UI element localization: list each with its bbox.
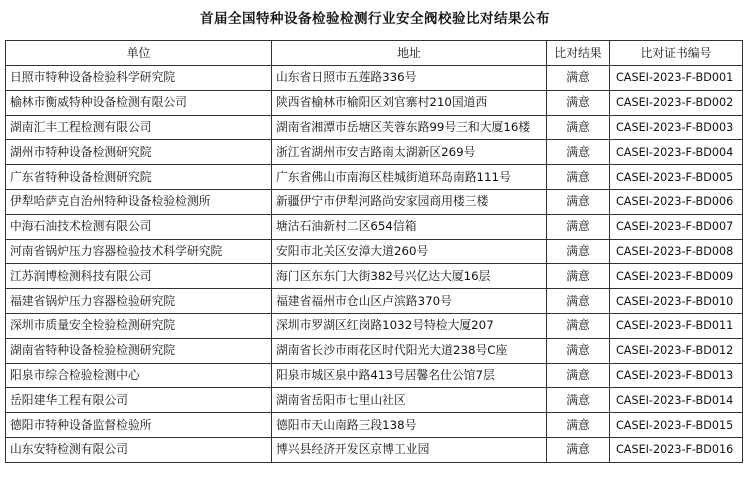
cell-cert: CASEI-2023-F-BD002	[610, 90, 743, 115]
cell-result: 满意	[547, 338, 610, 363]
table-row	[6, 239, 743, 264]
page-title: 首届全国特种设备检验检测行业安全阀校验比对结果公布	[200, 11, 550, 27]
cell-unit: 德阳市特种设备监督检验所	[6, 413, 272, 438]
cell-unit: 湖南汇丰工程检测有限公司	[6, 115, 272, 140]
cell-unit: 伊犁哈萨克自治州特种设备检验检测所	[6, 189, 272, 214]
cell-result: 满意	[547, 264, 610, 289]
cell-unit: 阳泉市综合检验检测中心	[6, 363, 272, 388]
cell-address: 湖南省湘潭市岳塘区芙蓉东路99号三和大厦16楼	[272, 115, 547, 140]
table-row	[6, 140, 743, 165]
cell-cert: CASEI-2023-F-BD016	[610, 437, 743, 462]
cell-result: 满意	[547, 313, 610, 338]
cell-address: 福建省福州市仓山区卢滨路370号	[272, 289, 547, 314]
cell-unit: 深圳市质量安全检验检测研究院	[6, 313, 272, 338]
cell-address: 博兴县经济开发区京博工业园	[272, 437, 547, 462]
cell-result: 满意	[547, 214, 610, 239]
table-row	[6, 214, 743, 239]
cell-result: 满意	[547, 66, 610, 91]
table-row	[6, 189, 743, 214]
table-row	[6, 90, 743, 115]
header-result: 比对结果	[547, 41, 610, 66]
cell-address: 湖南省长沙市雨花区时代阳光大道238号C座	[272, 338, 547, 363]
table-row	[6, 413, 743, 438]
cell-cert: CASEI-2023-F-BD009	[610, 264, 743, 289]
cell-cert: CASEI-2023-F-BD001	[610, 66, 743, 91]
cell-address: 浙江省湖州市安吉路南太湖新区269号	[272, 140, 547, 165]
table-header-row	[6, 41, 743, 66]
cell-result: 满意	[547, 140, 610, 165]
cell-result: 满意	[547, 388, 610, 413]
cell-cert: CASEI-2023-F-BD003	[610, 115, 743, 140]
cell-address: 湖南省岳阳市七里山社区	[272, 388, 547, 413]
table-row	[6, 289, 743, 314]
table-row	[6, 264, 743, 289]
cell-cert: CASEI-2023-F-BD008	[610, 239, 743, 264]
cell-unit: 日照市特种设备检验科学研究院	[6, 66, 272, 91]
cell-unit: 山东安特检测有限公司	[6, 437, 272, 462]
cell-result: 满意	[547, 413, 610, 438]
cell-address: 陕西省榆林市榆阳区刘官寨村210国道西	[272, 90, 547, 115]
cell-unit: 榆林市衡威特种设备检测有限公司	[6, 90, 272, 115]
cell-cert: CASEI-2023-F-BD015	[610, 413, 743, 438]
cell-unit: 江苏润博检测科技有限公司	[6, 264, 272, 289]
table-row	[6, 338, 743, 363]
cell-address: 广东省佛山市南海区桂城街道环岛南路111号	[272, 165, 547, 190]
cell-cert: CASEI-2023-F-BD005	[610, 165, 743, 190]
cell-cert: CASEI-2023-F-BD006	[610, 189, 743, 214]
cell-address: 新疆伊宁市伊犁河路尚安家园商用楼三楼	[272, 189, 547, 214]
cell-unit: 中海石油技术检测有限公司	[6, 214, 272, 239]
cell-address: 深圳市罗湖区红岗路1032号特检大厦207	[272, 313, 547, 338]
cell-unit: 河南省锅炉压力容器检验技术科学研究院	[6, 239, 272, 264]
cell-result: 满意	[547, 437, 610, 462]
cell-unit: 湖南省特种设备检验检测研究院	[6, 338, 272, 363]
cell-cert: CASEI-2023-F-BD004	[610, 140, 743, 165]
cell-unit: 湖州市特种设备检测研究院	[6, 140, 272, 165]
cell-address: 海门区东东门大街382号兴亿达大厦16层	[272, 264, 547, 289]
cell-result: 满意	[547, 90, 610, 115]
table-row	[6, 115, 743, 140]
table-row	[6, 363, 743, 388]
cell-address: 安阳市北关区安漳大道260号	[272, 239, 547, 264]
table-row	[6, 313, 743, 338]
cell-address: 德阳市天山南路三段138号	[272, 413, 547, 438]
cell-unit: 岳阳建华工程有限公司	[6, 388, 272, 413]
cell-result: 满意	[547, 239, 610, 264]
cell-result: 满意	[547, 115, 610, 140]
table-row	[6, 388, 743, 413]
cell-address: 山东省日照市五莲路336号	[272, 66, 547, 91]
table-row	[6, 66, 743, 91]
cell-result: 满意	[547, 165, 610, 190]
cell-result: 满意	[547, 289, 610, 314]
cell-address: 塘沽石油新村二区654信箱	[272, 214, 547, 239]
cell-cert: CASEI-2023-F-BD007	[610, 214, 743, 239]
cell-result: 满意	[547, 363, 610, 388]
header-unit: 单位	[6, 41, 272, 66]
results-table	[5, 40, 743, 463]
cell-result: 满意	[547, 189, 610, 214]
cell-cert: CASEI-2023-F-BD010	[610, 289, 743, 314]
cell-unit: 福建省锅炉压力容器检验研究院	[6, 289, 272, 314]
cell-unit: 广东省特种设备检测研究院	[6, 165, 272, 190]
cell-cert: CASEI-2023-F-BD011	[610, 313, 743, 338]
cell-cert: CASEI-2023-F-BD013	[610, 363, 743, 388]
cell-address: 阳泉市城区泉中路413号居馨名仕公馆7层	[272, 363, 547, 388]
cell-cert: CASEI-2023-F-BD014	[610, 388, 743, 413]
header-cert: 比对证书编号	[610, 41, 743, 66]
table-row	[6, 165, 743, 190]
header-address: 地址	[272, 41, 547, 66]
cell-cert: CASEI-2023-F-BD012	[610, 338, 743, 363]
table-row	[6, 437, 743, 462]
